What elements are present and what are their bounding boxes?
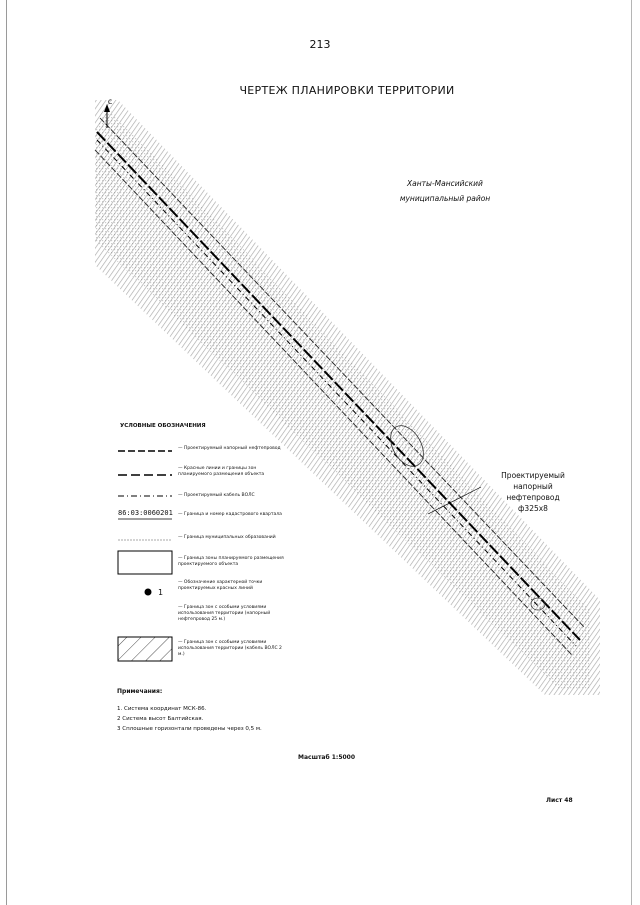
legend-item-fiber-zone: — Граница зон с особыми условиями использования территории (кабель ВОЛС 2 м.) xyxy=(178,640,282,657)
legend-symbol-hatch-zone xyxy=(118,637,172,661)
notes-item-1: 1. Система координат МСК-86. xyxy=(117,706,207,712)
legend-symbol-zone-box xyxy=(118,551,172,574)
district-label xyxy=(390,176,500,206)
callout-line-3: нефтепровод xyxy=(506,493,560,502)
district-line-1: Ханты-Мансийский xyxy=(407,179,483,188)
callout-line-1: Проектируемый xyxy=(501,471,565,480)
north-label: С xyxy=(108,99,113,106)
pipeline-callout xyxy=(478,470,588,514)
scale-label: Масштаб 1:5000 xyxy=(298,754,356,761)
notes-title: Примечания: xyxy=(117,688,163,695)
sheet-label: Лист 48 xyxy=(546,797,573,804)
fiber-cable-line xyxy=(97,140,576,646)
legend-point-number: 1 xyxy=(158,588,164,597)
legend-item-cadastral: — Граница и номер кадастрового квартала xyxy=(178,512,282,517)
legend-title: УСЛОВНЫЕ ОБОЗНАЧЕНИЯ xyxy=(120,423,206,429)
drawing-title: ЧЕРТЕЖ ПЛАНИРОВКИ ТЕРРИТОРИИ xyxy=(239,84,455,97)
legend-parcel-number: 86:03:0060201 xyxy=(118,509,173,517)
legend-symbol-point xyxy=(145,589,152,596)
page-number: 213 xyxy=(309,38,331,51)
corridor-edge-lower xyxy=(95,150,572,655)
notes-item-3: 3 Сплошные горизонтали проведены через 0,5 м. xyxy=(117,726,262,732)
notes-item-2: 2 Система высот Балтийская. xyxy=(117,716,204,722)
legend-item-zone: — Граница зоны планируемого размещения проектируемого объекта xyxy=(178,556,284,567)
callout-line-4: ф325х8 xyxy=(518,504,548,513)
legend-item-red-lines: — Красные линии и границы зон планируемого размещения объекта xyxy=(178,466,265,477)
legend-item-pipeline-zone: — Граница зон с особыми условиями использования территории (напорный нефтепровод 25 м.) xyxy=(178,605,271,622)
pipeline-line xyxy=(97,132,580,640)
legend-item-pipeline: — Проектируемый напорный нефтепровод xyxy=(178,446,281,451)
legend-item-municipal: — Граница муниципальных образований xyxy=(178,535,276,540)
legend-item-fiber: — Проектируемый кабель ВОЛС xyxy=(178,493,255,498)
district-line-2: муниципальный район xyxy=(399,194,491,203)
legend-item-point: — Обозначение характерной точки проектируемых красных линий xyxy=(178,580,263,591)
callout-line-2: напорный xyxy=(513,482,553,491)
